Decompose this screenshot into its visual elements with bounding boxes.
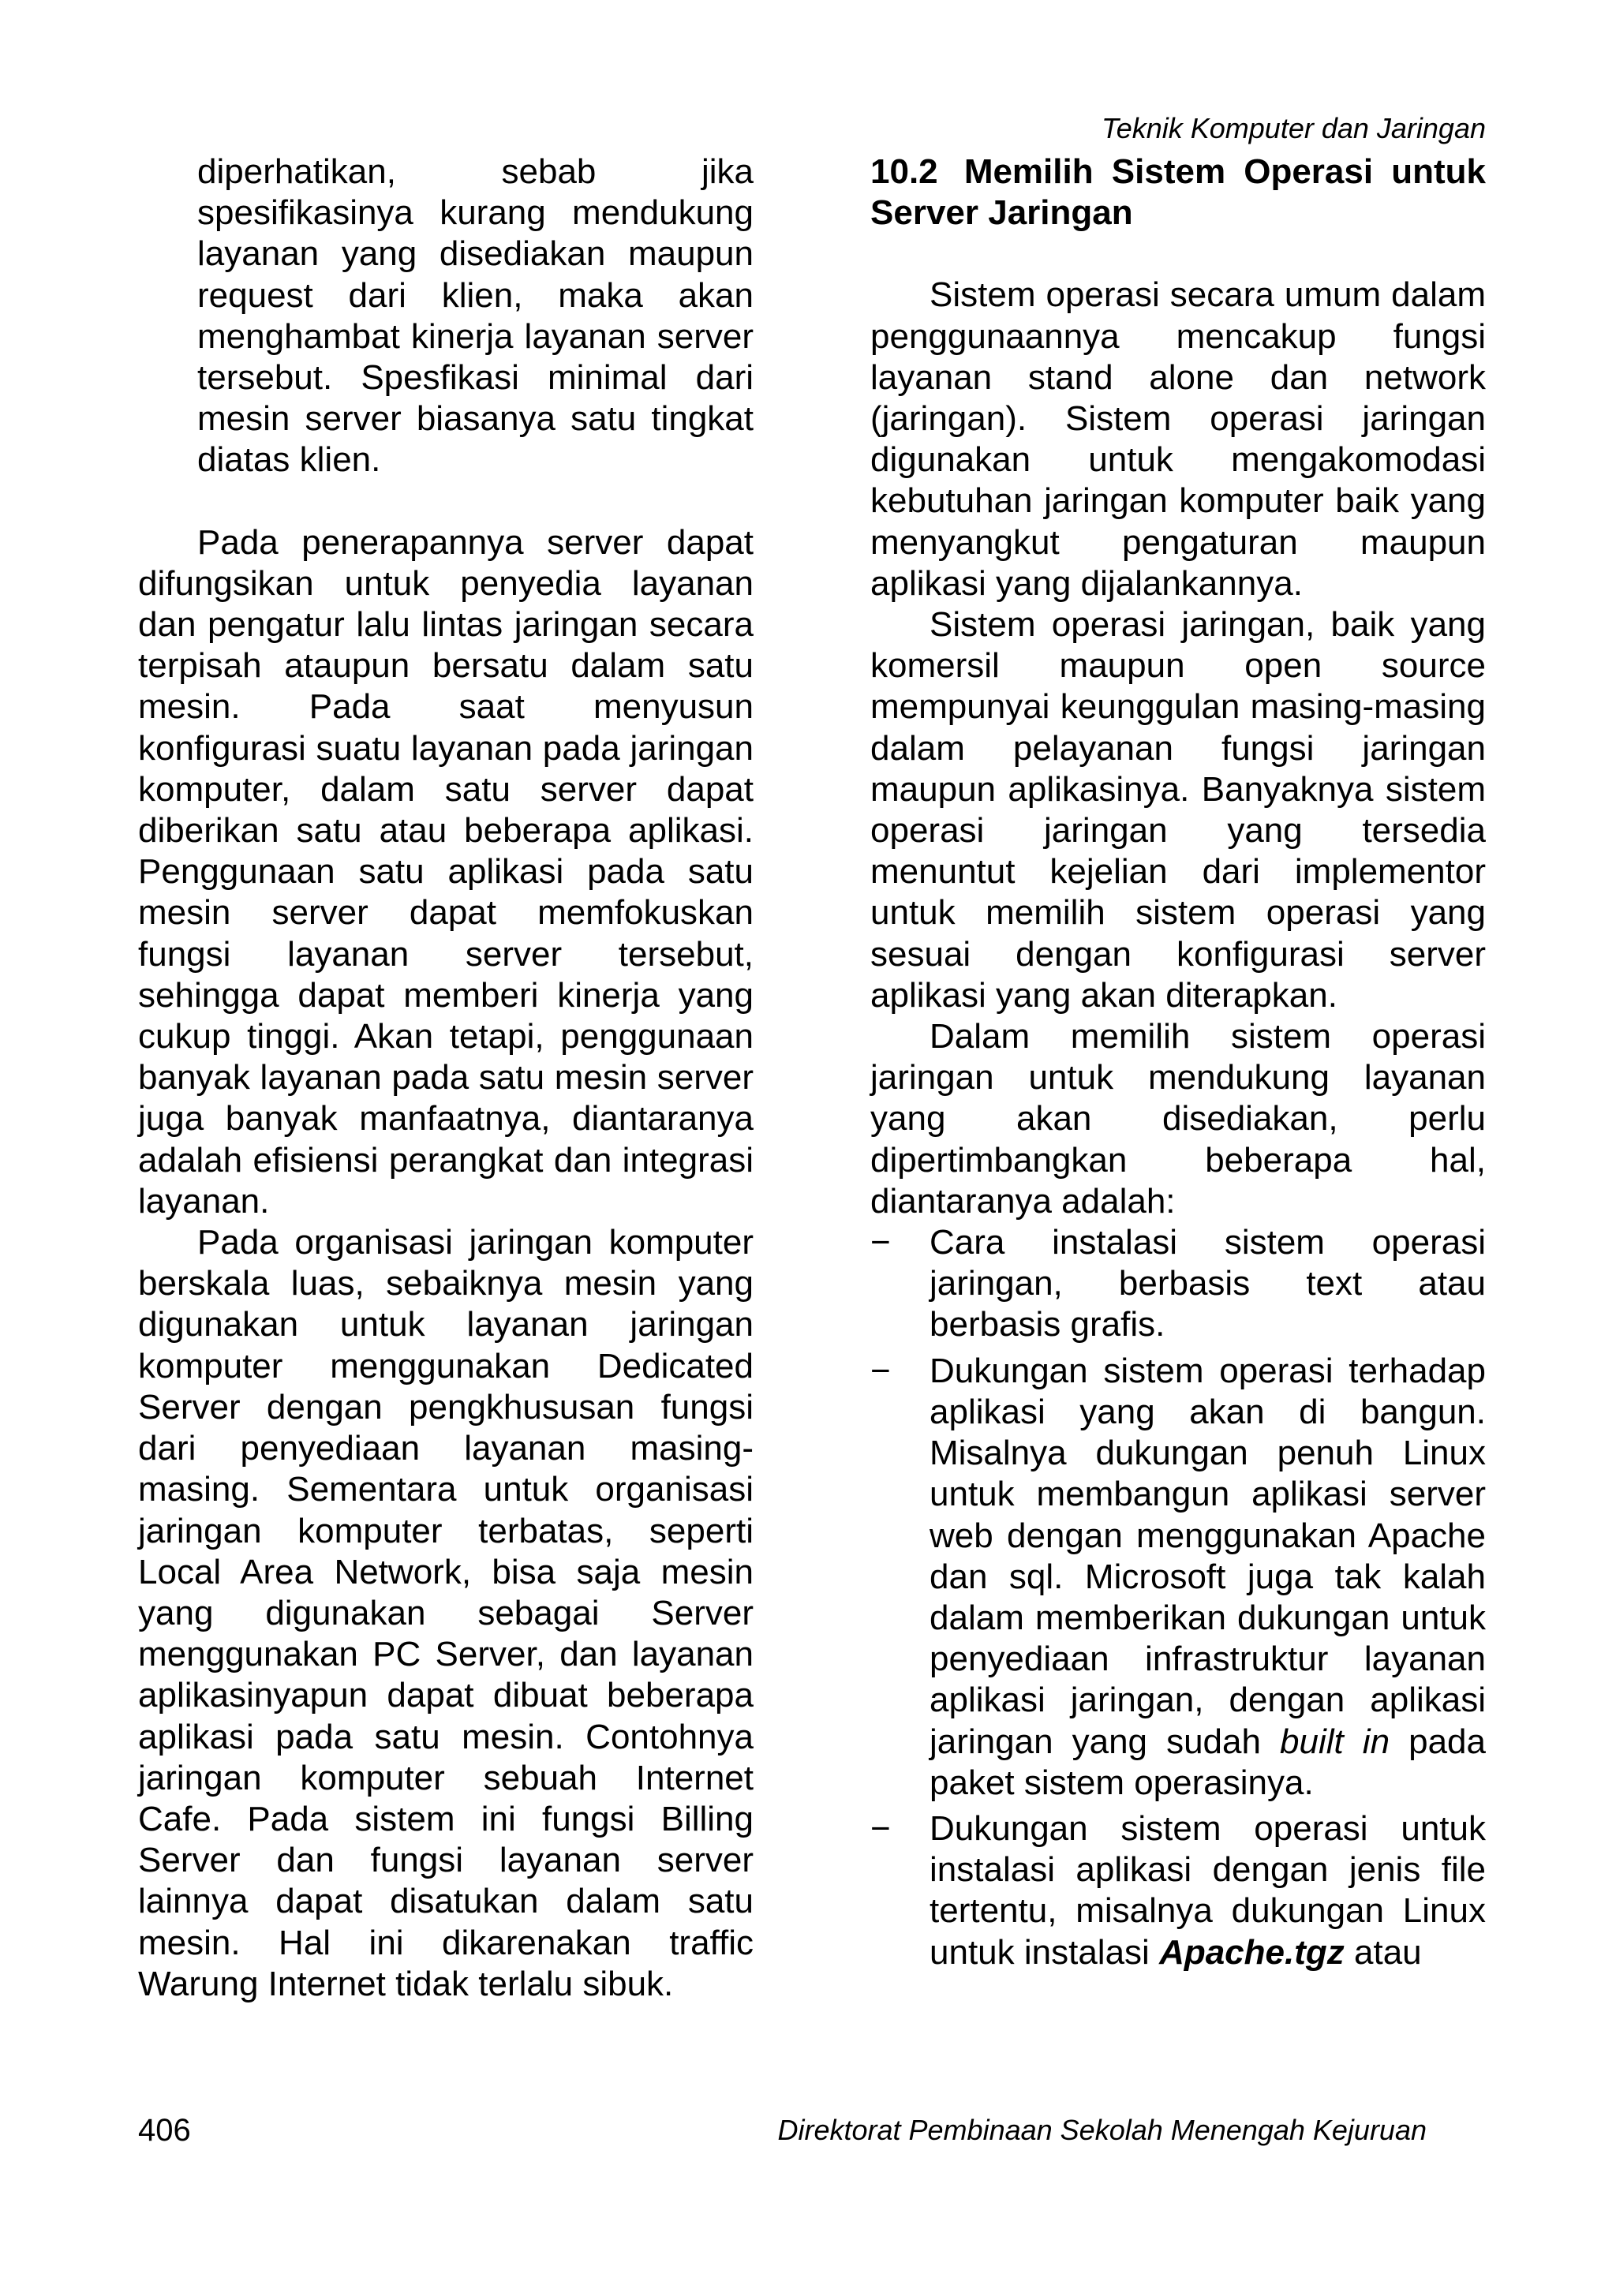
right-column	[870, 151, 1486, 1978]
running-header: Teknik Komputer dan Jaringan	[1102, 112, 1486, 144]
paragraph-os-general: Sistem operasi secara umum dalam penggunaannya mencakup fungsi layanan stand alone dan network (jaringan). Sistem operasi jaringan digunakan untuk mengakomodasi kebutuhan jaringan komputer baik yang menyangkut pengaturan maupun aplikasi yang dijalankannya.	[870, 275, 1486, 603]
list-item-text-continued: pada paket sistem operasinya.	[930, 1722, 1486, 1802]
list-item-text: Dukungan sistem operasi terhadap aplikasi yang akan di bangun. Misalnya dukungan penuh Linux untuk membangun aplikasi server web dengan menggunakan Apache dan sql. Microsoft juga tak kalah dalam memberikan dukungan untuk penyediaan infrastruktur layanan aplikasi jaringan, dengan aplikasi jaringan yang sudah	[930, 1351, 1486, 1761]
paragraph-continued: diperhatikan, sebab jika spesifikasinya kurang mendukung layanan yang disediakan maupun request dari klien, maka akan menghambat kinerja layanan server tersebut. Spesfikasi minimal dari mesin server biasanya satu tingkat diatas klien.	[197, 152, 754, 480]
list-item-emphasis: built in	[1280, 1722, 1390, 1761]
list-item	[870, 1808, 1486, 1973]
section-title: Memilih Sistem Operasi untuk Server Jaringan	[870, 152, 1486, 233]
bullet-dash: −	[870, 1351, 891, 1390]
page-number: 406	[138, 2113, 191, 2148]
list-item-text: Dukungan sistem operasi untuk instalasi aplikasi dengan jenis file tertentu, misalnya dukungan Linux untuk instalasi	[930, 1808, 1486, 1972]
footer-organization: Direktorat Pembinaan Sekolah Menengah Kejuruan	[777, 2114, 1427, 2146]
paragraph-server-application: Pada penerapannya server dapat difungsikan untuk penyedia layanan dan pengatur lalu lintas jaringan secara terpisah ataupun bersatu dalam satu mesin. Pada saat menyusun konfigurasi suatu layanan pada jaringan komputer, dalam satu server dapat diberikan satu atau beberapa aplikasi. Penggunaan satu aplikasi pada satu mesin server dapat memfokuskan fungsi layanan server tersebut, sehingga dapat memberi kinerja yang cukup tinggi. Akan tetapi, penggunaan banyak layanan pada satu mesin server juga banyak manfaatnya, diantaranya adalah efisiensi perangkat dan integrasi layanan.	[138, 522, 754, 1221]
list-item-text-continued: atau	[1354, 1932, 1422, 1972]
section-number: 10.2	[870, 152, 938, 191]
bullet-dash: −	[870, 1223, 891, 1262]
consideration-list	[870, 1222, 1486, 1973]
list-item	[870, 1351, 1486, 1804]
heading-gap	[870, 234, 1486, 275]
bullet-dash: −	[870, 1808, 891, 1848]
paragraph-choosing-os: Dalam memilih sistem operasi jaringan untuk mendukung layanan yang akan disediakan, perlu dipertimbangkan beberapa hal, diantaranya adalah:	[870, 1017, 1486, 1221]
paragraph-organization-network: Pada organisasi jaringan komputer berskala luas, sebaiknya mesin yang digunakan untuk layanan jaringan komputer menggunakan Dedicated Server dengan pengkhususan fungsi dari penyediaan layanan masing-masing. Sementara untuk organisasi jaringan komputer terbatas, seperti Local Area Network, bisa saja mesin yang digunakan sebagai Server menggunakan PC Server, dan layanan aplikasinyapun dapat dibuat beberapa aplikasi pada satu mesin. Contohnya jaringan komputer sebuah Internet Cafe. Pada sistem ini fungsi Billing Server dan fungsi layanan server lainnya dapat disatukan dalam satu mesin. Hal ini dikarenakan traffic Warung Internet tidak terlalu sibuk.	[138, 1223, 754, 2003]
section-heading	[870, 151, 1486, 234]
paragraph-os-network: Sistem operasi jaringan, baik yang komersil maupun open source mempunyai keunggulan masing-masing dalam pelayanan fungsi jaringan maupun aplikasinya. Banyaknya sistem operasi jaringan yang tersedia menuntut kejelian dari implementor untuk memilih sistem operasi yang sesuai dengan konfigurasi server aplikasi yang akan diterapkan.	[870, 605, 1486, 1015]
list-item	[870, 1222, 1486, 1346]
list-item-filename: Apache.tgz	[1159, 1932, 1345, 1972]
paragraph-gap	[138, 481, 754, 522]
list-item-text: Cara instalasi sistem operasi jaringan, berbasis text atau berbasis grafis.	[930, 1223, 1486, 1344]
left-column	[138, 151, 754, 2005]
